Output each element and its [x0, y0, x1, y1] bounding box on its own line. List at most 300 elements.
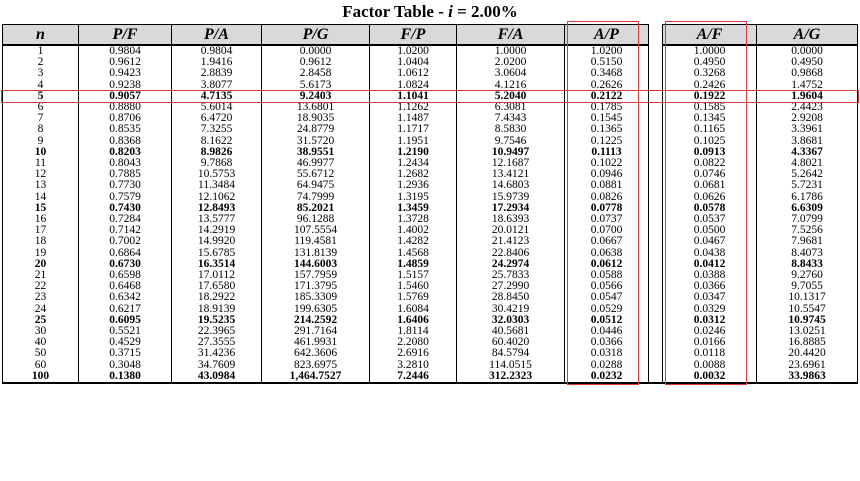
factor-cell: 24.8779	[262, 124, 370, 135]
factor-cell: 27.2990	[457, 281, 565, 292]
column-header-n: n	[3, 25, 79, 46]
factor-cell: 0.0166	[663, 337, 757, 348]
title-suffix: = 2.00%	[452, 2, 518, 21]
column-gap-cell	[649, 147, 663, 158]
factor-cell: 0.0778	[565, 203, 649, 214]
factor-cell: 1.5769	[370, 292, 457, 303]
period-cell: 100	[3, 371, 79, 383]
factor-cell: 18.2922	[172, 292, 262, 303]
factor-cell: 0.8706	[79, 113, 172, 124]
factor-cell: 4.1216	[457, 80, 565, 91]
factor-cell: 1.3728	[370, 214, 457, 225]
factor-cell: 0.6217	[79, 304, 172, 315]
factor-cell: 0.1380	[79, 371, 172, 383]
period-cell: 14	[3, 192, 79, 203]
factor-cell: 4.3367	[757, 147, 858, 158]
factor-cell: 74.7999	[262, 192, 370, 203]
period-cell: 8	[3, 124, 79, 135]
table-title	[0, 2, 860, 22]
table-row	[3, 91, 858, 102]
factor-cell: 18.9139	[172, 304, 262, 315]
factor-cell: 157.7959	[262, 270, 370, 281]
factor-cell: 0.6468	[79, 281, 172, 292]
factor-cell: 8.9826	[172, 147, 262, 158]
period-cell: 20	[3, 259, 79, 270]
factor-cell: 0.0118	[663, 348, 757, 359]
column-gap-cell	[649, 371, 663, 383]
factor-cell: 10.5547	[757, 304, 858, 315]
period-cell: 9	[3, 136, 79, 147]
column-header-a-per-g: A/G	[757, 25, 858, 46]
factor-cell: 31.4236	[172, 348, 262, 359]
column-gap-cell	[649, 348, 663, 359]
factor-cell: 1.1487	[370, 113, 457, 124]
factor-cell: 461.9931	[262, 337, 370, 348]
period-cell: 10	[3, 147, 79, 158]
factor-cell: 10.5753	[172, 169, 262, 180]
factor-cell: 17.2934	[457, 203, 565, 214]
factor-cell: 3.3961	[757, 124, 858, 135]
factor-cell: 0.6598	[79, 270, 172, 281]
factor-cell: 0.0000	[757, 45, 858, 57]
factor-cell: 1.9604	[757, 91, 858, 102]
factor-cell: 2.9208	[757, 113, 858, 124]
column-gap-cell	[649, 169, 663, 180]
column-header-a-per-p: A/P	[565, 25, 649, 46]
factor-cell: 6.3081	[457, 102, 565, 113]
factor-cell: 25.7833	[457, 270, 565, 281]
period-cell: 30	[3, 326, 79, 337]
factor-cell: 1.2682	[370, 169, 457, 180]
factor-cell: 0.0388	[663, 270, 757, 281]
factor-cell: 10.9497	[457, 147, 565, 158]
column-gap-cell	[649, 203, 663, 214]
factor-cell: 2.6916	[370, 348, 457, 359]
factor-cell: 0.5150	[565, 57, 649, 68]
factor-cell: 0.0312	[663, 315, 757, 326]
factor-cell: 0.0566	[565, 281, 649, 292]
title-variable: i	[448, 2, 453, 21]
table-row	[3, 281, 858, 292]
factor-cell: 312.2323	[457, 371, 565, 383]
factor-cell: 0.0329	[663, 304, 757, 315]
column-header-a-per-f: A/F	[663, 25, 757, 46]
factor-cell: 5.2642	[757, 169, 858, 180]
factor-cell: 8.1622	[172, 136, 262, 147]
factor-cell: 0.7430	[79, 203, 172, 214]
column-gap-cell	[649, 304, 663, 315]
factor-cell: 0.3715	[79, 348, 172, 359]
column-gap-cell	[649, 225, 663, 236]
table-row	[3, 80, 858, 91]
factor-cell: 13.4121	[457, 169, 565, 180]
header-row	[3, 25, 858, 46]
column-gap	[649, 25, 663, 46]
factor-cell: 0.1785	[565, 102, 649, 113]
factor-cell: 0.8880	[79, 102, 172, 113]
factor-cell: 0.8043	[79, 158, 172, 169]
factor-cell: 0.0826	[565, 192, 649, 203]
factor-cell: 6.4720	[172, 113, 262, 124]
factor-cell: 0.1022	[565, 158, 649, 169]
factor-cell: 0.6864	[79, 248, 172, 259]
factor-cell: 10.9745	[757, 315, 858, 326]
factor-cell: 0.7579	[79, 192, 172, 203]
factor-cell: 23.6961	[757, 360, 858, 371]
factor-cell: 0.7002	[79, 236, 172, 247]
factor-cell: 0.0288	[565, 360, 649, 371]
table-row	[3, 337, 858, 348]
factor-cell: 4.7135	[172, 91, 262, 102]
factor-cell: 14.9920	[172, 236, 262, 247]
factor-cell: 5.6173	[262, 80, 370, 91]
factor-cell: 38.9551	[262, 147, 370, 158]
factor-cell: 1.3195	[370, 192, 457, 203]
factor-cell: 7.9681	[757, 236, 858, 247]
factor-cell: 1.2190	[370, 147, 457, 158]
table-row	[3, 214, 858, 225]
factor-cell: 131.8139	[262, 248, 370, 259]
factor-cell: 16.3514	[172, 259, 262, 270]
factor-cell: 8.8433	[757, 259, 858, 270]
factor-cell: 0.0366	[565, 337, 649, 348]
factor-cell: 11.3484	[172, 180, 262, 191]
factor-cell: 8.4073	[757, 248, 858, 259]
factor-cell: 0.0032	[663, 371, 757, 383]
factor-cell: 0.0612	[565, 259, 649, 270]
factor-cell: 9.7055	[757, 281, 858, 292]
factor-cell: 0.8203	[79, 147, 172, 158]
factor-cell: 20.4420	[757, 348, 858, 359]
column-header-p-per-g: P/G	[262, 25, 370, 46]
factor-cell: 0.9868	[757, 68, 858, 79]
factor-cell: 0.0446	[565, 326, 649, 337]
factor-cell: 10.1317	[757, 292, 858, 303]
factor-cell: 1.4859	[370, 259, 457, 270]
factor-cell: 0.0681	[663, 180, 757, 191]
factor-cell: 33.9863	[757, 371, 858, 383]
factor-cell: 64.9475	[262, 180, 370, 191]
table-row	[3, 248, 858, 259]
factor-cell: 0.1025	[663, 136, 757, 147]
table-row	[3, 259, 858, 270]
factor-cell: 1.4282	[370, 236, 457, 247]
column-header-f-per-a: F/A	[457, 25, 565, 46]
column-gap-cell	[649, 158, 663, 169]
factor-cell: 0.0578	[663, 203, 757, 214]
period-cell: 2	[3, 57, 79, 68]
factor-cell: 6.6309	[757, 203, 858, 214]
factor-cell: 40.5681	[457, 326, 565, 337]
column-gap-cell	[649, 326, 663, 337]
column-gap-cell	[649, 80, 663, 91]
column-gap-cell	[649, 68, 663, 79]
factor-cell: 34.7609	[172, 360, 262, 371]
factor-cell: 22.8406	[457, 248, 565, 259]
period-cell: 50	[3, 348, 79, 359]
column-header-p-per-a: P/A	[172, 25, 262, 46]
factor-cell: 12.1062	[172, 192, 262, 203]
factor-cell: 7.2446	[370, 371, 457, 383]
period-cell: 4	[3, 80, 79, 91]
period-cell: 25	[3, 315, 79, 326]
column-gap-cell	[649, 124, 663, 135]
column-gap-cell	[649, 248, 663, 259]
column-gap-cell	[649, 281, 663, 292]
table-row	[3, 292, 858, 303]
factor-cell: 0.7730	[79, 180, 172, 191]
factor-cell: 0.0537	[663, 214, 757, 225]
period-cell: 6	[3, 102, 79, 113]
period-cell: 17	[3, 225, 79, 236]
factor-cell: 0.1165	[663, 124, 757, 135]
table-row	[3, 68, 858, 79]
column-gap-cell	[649, 102, 663, 113]
factor-cell: 43.0984	[172, 371, 262, 383]
factor-cell: 21.4123	[457, 236, 565, 247]
factor-cell: 17.0112	[172, 270, 262, 281]
factor-cell: 0.9612	[262, 57, 370, 68]
column-gap-cell	[649, 45, 663, 57]
column-gap-cell	[649, 91, 663, 102]
factor-cell: 1.4752	[757, 80, 858, 91]
factor-cell: 16.8885	[757, 337, 858, 348]
table-row	[3, 180, 858, 191]
factor-cell: 0.0881	[565, 180, 649, 191]
factor-cell: 2.0200	[457, 57, 565, 68]
factor-cell: 0.3048	[79, 360, 172, 371]
factor-cell: 18.6393	[457, 214, 565, 225]
factor-cell: 8.5830	[457, 124, 565, 135]
factor-cell: 0.0467	[663, 236, 757, 247]
factor-cell: 9.2760	[757, 270, 858, 281]
factor-cell: 291.7164	[262, 326, 370, 337]
factor-cell: 171.3795	[262, 281, 370, 292]
factor-cell: 46.9977	[262, 158, 370, 169]
factor-cell: 0.8535	[79, 124, 172, 135]
factor-cell: 1.4002	[370, 225, 457, 236]
factor-cell: 107.5554	[262, 225, 370, 236]
factor-cell: 1.6406	[370, 315, 457, 326]
factor-cell: 0.6342	[79, 292, 172, 303]
column-gap-cell	[649, 337, 663, 348]
factor-cell: 14.6803	[457, 180, 565, 191]
factor-cell: 12.1687	[457, 158, 565, 169]
factor-cell: 0.2426	[663, 80, 757, 91]
factor-cell: 13.0251	[757, 326, 858, 337]
table-row	[3, 315, 858, 326]
factor-cell: 0.1545	[565, 113, 649, 124]
factor-cell: 30.4219	[457, 304, 565, 315]
factor-cell: 96.1288	[262, 214, 370, 225]
factor-cell: 1.4568	[370, 248, 457, 259]
column-gap-cell	[649, 57, 663, 68]
factor-cell: 1.5157	[370, 270, 457, 281]
period-cell: 60	[3, 360, 79, 371]
period-cell: 1	[3, 45, 79, 57]
factor-cell: 0.0000	[262, 45, 370, 57]
table-row	[3, 124, 858, 135]
factor-cell: 0.0088	[663, 360, 757, 371]
factor-cell: 0.7284	[79, 214, 172, 225]
factor-cell: 1.3459	[370, 203, 457, 214]
factor-cell: 3.2810	[370, 360, 457, 371]
factor-cell: 0.0547	[565, 292, 649, 303]
factor-cell: 14.2919	[172, 225, 262, 236]
factor-cell: 1,464.7527	[262, 371, 370, 383]
table-row	[3, 225, 858, 236]
factor-cell: 3.8681	[757, 136, 858, 147]
column-header-f-per-p: F/P	[370, 25, 457, 46]
table-row	[3, 113, 858, 124]
factor-cell: 28.8450	[457, 292, 565, 303]
period-cell: 18	[3, 236, 79, 247]
column-gap-cell	[649, 315, 663, 326]
factor-cell: 85.2021	[262, 203, 370, 214]
factor-cell: 0.0588	[565, 270, 649, 281]
table-row	[3, 192, 858, 203]
factor-cell: 0.7142	[79, 225, 172, 236]
factor-cell: 0.9423	[79, 68, 172, 79]
table-row	[3, 326, 858, 337]
period-cell: 40	[3, 337, 79, 348]
factor-cell: 0.4529	[79, 337, 172, 348]
column-gap-cell	[649, 136, 663, 147]
factor-cell: 0.0500	[663, 225, 757, 236]
factor-cell: 0.9238	[79, 80, 172, 91]
factor-cell: 0.9057	[79, 91, 172, 102]
period-cell: 19	[3, 248, 79, 259]
factor-cell: 13.6801	[262, 102, 370, 113]
factor-cell: 119.4581	[262, 236, 370, 247]
period-cell: 22	[3, 281, 79, 292]
period-cell: 16	[3, 214, 79, 225]
factor-cell: 55.6712	[262, 169, 370, 180]
factor-cell: 15.9739	[457, 192, 565, 203]
factor-cell: 6.1786	[757, 192, 858, 203]
factor-cell: 0.5521	[79, 326, 172, 337]
factor-cell: 1.1041	[370, 91, 457, 102]
factor-cell: 2.8458	[262, 68, 370, 79]
factor-cell: 0.0626	[663, 192, 757, 203]
factor-cell: 0.0246	[663, 326, 757, 337]
factor-cell: 642.3606	[262, 348, 370, 359]
factor-cell: 5.6014	[172, 102, 262, 113]
factor-cell: 1.1951	[370, 136, 457, 147]
factor-cell: 31.5720	[262, 136, 370, 147]
column-gap-cell	[649, 292, 663, 303]
factor-cell: 0.0438	[663, 248, 757, 259]
column-gap-cell	[649, 214, 663, 225]
period-cell: 13	[3, 180, 79, 191]
table-row	[3, 169, 858, 180]
period-cell: 21	[3, 270, 79, 281]
factor-cell: 1.0000	[457, 45, 565, 57]
column-gap-cell	[649, 360, 663, 371]
factor-cell: 7.0799	[757, 214, 858, 225]
factor-cell: 1.0824	[370, 80, 457, 91]
period-cell: 24	[3, 304, 79, 315]
factor-cell: 1.0000	[663, 45, 757, 57]
title-prefix: Factor Table -	[342, 2, 449, 21]
period-cell: 23	[3, 292, 79, 303]
factor-cell: 0.0232	[565, 371, 649, 383]
factor-cell: 1.8114	[370, 326, 457, 337]
factor-cell: 0.9804	[172, 45, 262, 57]
factor-cell: 0.0366	[663, 281, 757, 292]
factor-cell: 0.7885	[79, 169, 172, 180]
factor-cell: 185.3309	[262, 292, 370, 303]
table-row	[3, 371, 858, 383]
factor-cell: 1.2434	[370, 158, 457, 169]
table-row	[3, 203, 858, 214]
factor-cell: 3.8077	[172, 80, 262, 91]
factor-cell: 32.0303	[457, 315, 565, 326]
factor-cell: 214.2592	[262, 315, 370, 326]
factor-cell: 0.0822	[663, 158, 757, 169]
factor-cell: 4.8021	[757, 158, 858, 169]
period-cell: 11	[3, 158, 79, 169]
factor-cell: 1.6084	[370, 304, 457, 315]
factor-cell: 27.3555	[172, 337, 262, 348]
table-row	[3, 102, 858, 113]
table-row	[3, 236, 858, 247]
factor-cell: 0.0913	[663, 147, 757, 158]
factor-cell: 1.1262	[370, 102, 457, 113]
factor-cell: 9.2403	[262, 91, 370, 102]
factor-cell: 3.0604	[457, 68, 565, 79]
factor-cell: 1.0200	[565, 45, 649, 57]
period-cell: 5	[3, 91, 79, 102]
period-cell: 3	[3, 68, 79, 79]
factor-cell: 7.4343	[457, 113, 565, 124]
factor-cell: 18.9035	[262, 113, 370, 124]
factor-cell: 0.1225	[565, 136, 649, 147]
factor-cell: 0.0667	[565, 236, 649, 247]
factor-cell: 1.5460	[370, 281, 457, 292]
factor-cell: 0.2122	[565, 91, 649, 102]
factor-cell: 0.2626	[565, 80, 649, 91]
table-row	[3, 270, 858, 281]
table-row	[3, 158, 858, 169]
table-row	[3, 57, 858, 68]
factor-table-wrapper	[2, 24, 857, 384]
column-gap-cell	[649, 270, 663, 281]
factor-cell: 24.2974	[457, 259, 565, 270]
factor-cell: 2.8839	[172, 68, 262, 79]
column-header-p-per-f: P/F	[79, 25, 172, 46]
factor-cell: 9.7868	[172, 158, 262, 169]
column-gap-cell	[649, 113, 663, 124]
factor-cell: 1.2936	[370, 180, 457, 191]
period-cell: 12	[3, 169, 79, 180]
factor-cell: 0.3468	[565, 68, 649, 79]
factor-cell: 0.0347	[663, 292, 757, 303]
factor-cell: 0.1922	[663, 91, 757, 102]
factor-cell: 0.0412	[663, 259, 757, 270]
factor-cell: 12.8493	[172, 203, 262, 214]
factor-cell: 0.6730	[79, 259, 172, 270]
factor-cell: 20.0121	[457, 225, 565, 236]
factor-cell: 0.0746	[663, 169, 757, 180]
factor-cell: 0.0529	[565, 304, 649, 315]
factor-cell: 15.6785	[172, 248, 262, 259]
factor-cell: 1.0612	[370, 68, 457, 79]
table-row	[3, 147, 858, 158]
factor-cell: 2.2080	[370, 337, 457, 348]
factor-cell: 22.3965	[172, 326, 262, 337]
factor-cell: 0.0318	[565, 348, 649, 359]
